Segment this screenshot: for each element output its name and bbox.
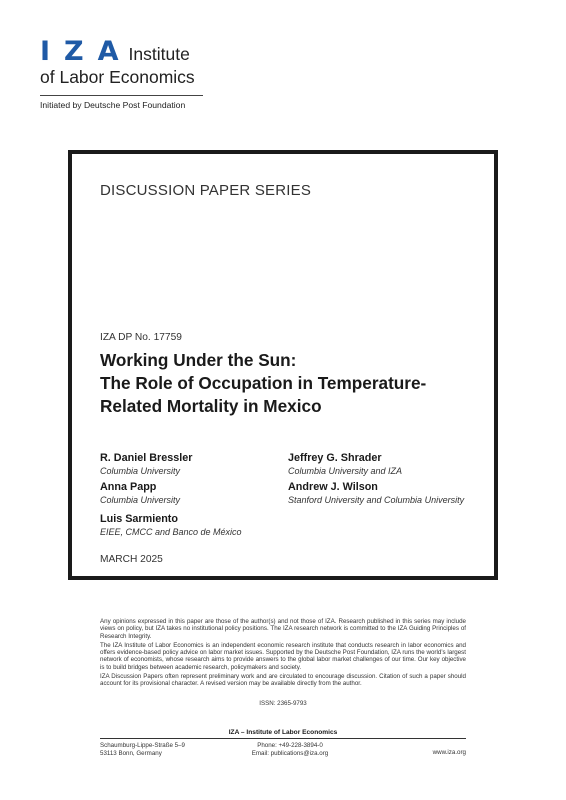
author-affiliation: Columbia University and IZA xyxy=(288,466,403,476)
paper-number: IZA DP No. 17759 xyxy=(100,332,182,343)
title-line: The Role of Occupation in Temperature- xyxy=(100,373,427,393)
logo-letters: IZA xyxy=(40,36,133,67)
author-name: Jeffrey G. Shrader xyxy=(288,452,382,464)
footer-title: IZA – Institute of Labor Economics xyxy=(228,729,338,736)
author-affiliation: Stanford University and Columbia University xyxy=(288,495,465,505)
author-block xyxy=(100,451,192,477)
author-block xyxy=(288,451,402,477)
logo-second-line: of Labor Economics xyxy=(40,67,195,87)
logo-divider xyxy=(40,95,203,96)
footer-address xyxy=(100,742,185,757)
author-block xyxy=(100,512,242,538)
logo-top-row xyxy=(40,38,206,66)
author-name: Luis Sarmiento xyxy=(100,513,178,525)
issn: ISSN: 2365-9793 xyxy=(259,700,307,707)
disclaimer-paragraph: Any opinions expressed in this paper are those of the author(s) and not those of IZA. Research published in this series may include views on policy, but IZA takes no institutional policy positions. The IZA research network is committed to the IZA Guiding Principles of Research Integrity. xyxy=(100,618,466,640)
footer-divider xyxy=(100,738,466,739)
author-affiliation: EIEE, CMCC and Banco de México xyxy=(100,527,242,537)
address-line: 53113 Bonn, Germany xyxy=(100,749,162,757)
logo-institute-word: Institute xyxy=(128,44,190,64)
footer-contact xyxy=(240,742,340,757)
footer-website[interactable]: www.iza.org xyxy=(432,749,466,756)
title-line: Working Under the Sun: xyxy=(100,350,297,370)
paper-title xyxy=(100,349,480,418)
author-name: Anna Papp xyxy=(100,481,157,493)
address-line: Schaumburg-Lippe-Straße 5–9 xyxy=(100,742,185,749)
iza-logo xyxy=(40,38,206,110)
disclaimer-paragraph: The IZA Institute of Labor Economics is an independent economic research institute that conducts research in labor economics and offers evidence-based policy advice on labor market issues. Supported by the Deutsche Post Foundation, IZA runs the world’s largest network of economists, whose research aims to provide answers to the global labor market challenges of our time. Our key objective is to build bridges between academic research, policymakers and society. xyxy=(100,641,466,671)
title-line: Related Mortality in Mexico xyxy=(100,396,322,416)
author-affiliation: Columbia University xyxy=(100,466,181,476)
author-affiliation: Columbia University xyxy=(100,495,181,505)
series-heading: DISCUSSION PAPER SERIES xyxy=(100,182,312,199)
footer-phone: Phone: +49-228-3894-0 xyxy=(257,742,323,749)
disclaimer-paragraph: IZA Discussion Papers often represent preliminary work and are circulated to encourage discussion. Citation of such a paper should account for its provisional character. A revised version may be available directly from the author. xyxy=(100,673,466,688)
logo-tagline: Initiated by Deutsche Post Foundation xyxy=(40,100,186,110)
cover-frame xyxy=(68,150,498,580)
author-block xyxy=(100,480,180,506)
author-block xyxy=(288,480,464,506)
footer-email[interactable]: Email: publications@iza.org xyxy=(251,749,329,757)
publication-date: MARCH 2025 xyxy=(100,554,163,565)
author-name: R. Daniel Bressler xyxy=(100,452,193,464)
disclaimer xyxy=(100,618,466,690)
author-name: Andrew J. Wilson xyxy=(288,481,378,493)
